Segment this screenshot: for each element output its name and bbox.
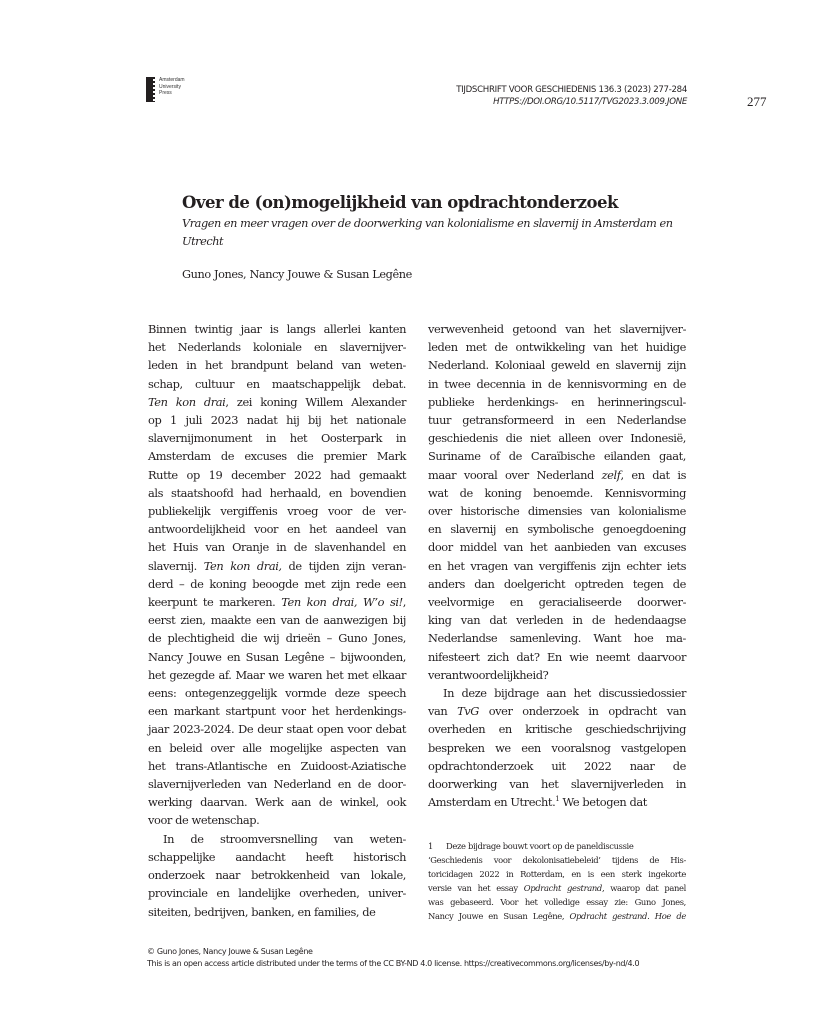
text-line: eerst zien, maakte een van de aanwezigen bij xyxy=(148,613,406,628)
text-line: antwoordelijkheid voor en het aandeel van xyxy=(148,522,406,537)
text-line: leden met de ontwikkeling van het huidige xyxy=(428,340,686,355)
body-column-left xyxy=(148,320,406,921)
text-line: siteiten, bedrijven, banken, en families, de xyxy=(148,904,376,919)
journal-info xyxy=(456,84,687,108)
text-line: leden in het brandpunt beland van weten- xyxy=(148,358,406,373)
text-line: wat de koning benoemde. Kennisvorming xyxy=(428,485,686,500)
text-line: het Nederlands koloniale en slavernijver- xyxy=(148,340,406,355)
text-line: maar vooral over Nederland zelf, en dat is xyxy=(428,467,686,482)
publisher-name: Amsterdam University Press xyxy=(159,77,185,96)
text-line: In deze bijdrage aan het discussiedossier xyxy=(443,686,686,701)
text-line: en beleid over alle mogelijke aspecten van xyxy=(148,740,406,755)
text-line: king van dat verleden in de hedendaagse xyxy=(428,613,686,628)
journal-citation: TIJDSCHRIFT VOOR GESCHIEDENIS 136.3 (2023) 277-284 xyxy=(456,85,687,95)
text-line: voor de wetenschap. xyxy=(148,813,260,828)
text-line: het Huis van Oranje in de slavenhandel en xyxy=(148,540,406,555)
text-line: eens: ontegenzeggelijk vormde deze speech xyxy=(148,686,406,701)
text-line: de plechtigheid die wij drieën – Guno Jones, xyxy=(148,631,406,646)
text-line: derd – de koning beoogde met zijn rede een xyxy=(148,576,406,591)
amsterdam-university-press-logo-icon xyxy=(146,77,153,102)
text-line: jaar 2023-2024. De deur staat open voor debat xyxy=(148,722,406,737)
text-line: bespreken we een vooralsnog vastgelopen xyxy=(428,740,686,755)
text-line: Nederland. Koloniaal geweld en slavernij zijn xyxy=(428,358,686,373)
text-line: een markant startpunt voor het herdenkings- xyxy=(148,704,406,719)
text-line: keerpunt te markeren. Ten kon drai, W’o si!, xyxy=(148,595,406,610)
text-line: Rutte op 19 december 2022 had gemaakt xyxy=(148,467,406,482)
text-line: Nederlandse samenleving. Want hoe ma- xyxy=(428,631,686,646)
text-line: van TvG over onderzoek in opdracht van xyxy=(428,704,686,719)
copyright-footer xyxy=(147,946,639,970)
article-subtitle: Vragen en meer vragen over de doorwerking van kolonialisme en slavernij in Amsterdam en Utrecht xyxy=(182,217,673,248)
footnote-number: 1 xyxy=(428,841,433,851)
text-line: doorwerking van het slavernijverleden in xyxy=(428,777,686,792)
article-authors: Guno Jones, Nancy Jouwe & Susan Legêne xyxy=(182,268,412,281)
doi-link[interactable]: HTTPS://DOI.ORG/10.5117/TVG2023.3.009.JONE xyxy=(493,97,687,107)
text-line: slavernijmonument in het Oosterpark in xyxy=(148,431,406,446)
text-line: nifesteert zich dat? En wie neemt daarvoor xyxy=(428,649,686,664)
text-line: schap, cultuur en maatschappelijk debat. xyxy=(148,376,406,391)
text-line: geschiedenis die niet alleen over Indonesië, xyxy=(428,431,686,446)
text-line: slavernij. Ten kon drai, de tijden zijn veran- xyxy=(148,558,406,573)
copyright-notice: © Guno Jones, Nancy Jouwe & Susan Legêne xyxy=(147,947,313,956)
text-line: en het vragen van vergiffenis zijn echter iets xyxy=(428,558,686,573)
text-line: publiekelijk vergiffenis vroeg voor de ver- xyxy=(148,504,406,519)
text-line: het trans-Atlantische en Zuidoost-Aziatische xyxy=(148,758,406,773)
text-line: tuur getransformeerd in een Nederlandse xyxy=(428,413,686,428)
footnote-line: was gebaseerd. Voor het volledige essay zie: Guno Jones, xyxy=(428,897,686,907)
text-line: publieke herdenkings- en herinneringscul- xyxy=(428,394,686,409)
text-line: In de stroomversnelling van weten- xyxy=(163,831,406,846)
text-line: onderzoek naar betrokkenheid van lokale, xyxy=(148,868,406,883)
text-line: Amsterdam en Utrecht.$^1$ We betogen dat xyxy=(428,795,647,810)
footnote-reference[interactable]: 1 xyxy=(555,795,560,804)
page-number: 277 xyxy=(747,94,767,109)
text-line: slavernijverleden van Nederland en de door- xyxy=(148,777,406,792)
text-line: provinciale en landelijke overheden, univer- xyxy=(148,886,406,901)
text-line: als staatshoofd had herhaald, en bovendien xyxy=(148,485,406,500)
text-line: verantwoordelijkheid? xyxy=(428,667,549,682)
text-line: op 1 juli 2023 nadat hij bij het nationale xyxy=(148,413,406,428)
text-line: werking daarvan. Werk aan de winkel, ook xyxy=(148,795,406,810)
text-line: schappelijke aandacht heeft historisch xyxy=(148,849,406,864)
footnote-line: Nancy Jouwe en Susan Legêne, Opdracht gestrand. Hoe de xyxy=(428,911,686,921)
license-notice: This is an open access article distributed under the terms of the CC BY-ND 4.0 license. https://creativecommons.org/licenses/by-nd/4.0 xyxy=(147,959,640,968)
footnote-line: 1 Deze bijdrage bouwt voort op de paneldiscussie xyxy=(428,841,634,851)
text-line: veelvormige en geracialiseerde doorwer- xyxy=(428,595,686,610)
text-line: in twee decennia in de kennisvorming en de xyxy=(428,376,686,391)
footnote xyxy=(428,839,686,923)
footnote-line: versie van het essay Opdracht gestrand, waarop dat panel xyxy=(428,883,686,893)
text-line: opdrachtonderzoek uit 2022 naar de xyxy=(428,758,686,773)
text-line: door middel van het aanbieden van excuses xyxy=(428,540,686,555)
text-line: Amsterdam de excuses die premier Mark xyxy=(148,449,406,464)
text-line: Suriname of de Caraïbische eilanden gaat, xyxy=(428,449,686,464)
text-line: Nancy Jouwe en Susan Legêne – bijwoonden, xyxy=(148,649,406,664)
text-line: het gezegde af. Maar we waren het met elkaar xyxy=(148,667,406,682)
text-line: en slavernij en symbolische genoegdoening xyxy=(428,522,686,537)
publisher-logo xyxy=(146,77,185,102)
footnote-line: ‘Geschiedenis voor dekolonisatiebeleid’ tijdens de His- xyxy=(428,855,686,865)
text-line: Binnen twintig jaar is langs allerlei kanten xyxy=(148,322,406,336)
text-line: anders dan doelgericht optreden tegen de xyxy=(428,576,686,591)
footnote-line: toricidagen 2022 in Rotterdam, en is een sterk ingekorte xyxy=(428,869,686,879)
text-line: overheden en kritische geschiedschrijving xyxy=(428,722,686,737)
body-column-right xyxy=(428,320,686,811)
text-line: Ten kon drai, zei koning Willem Alexander xyxy=(148,394,406,409)
text-line: verwevenheid getoond van het slavernijver- xyxy=(428,322,686,336)
article-title: Over de (on)mogelijkheid van opdrachtonderzoek xyxy=(182,193,618,212)
text-line: over historische dimensies van kolonialisme xyxy=(428,504,686,519)
